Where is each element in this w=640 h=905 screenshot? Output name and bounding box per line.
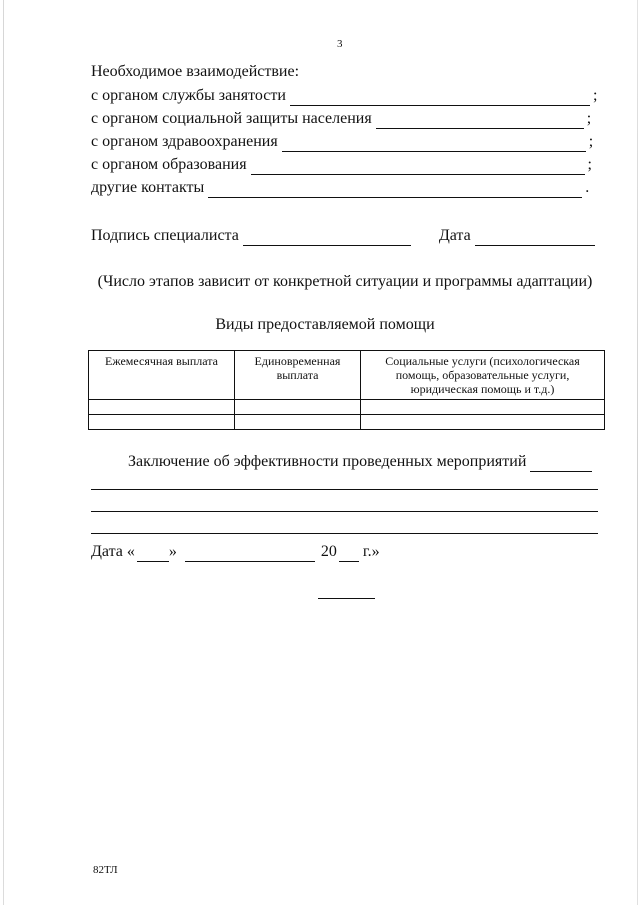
date-label: Дата: [438, 227, 471, 244]
column-monthly-payment: Ежемесячная выплата: [89, 351, 235, 400]
column-social-services: Социальные услуги (психологическая помощь, образовательные услуги, юридическая помощь и т.д.): [361, 351, 605, 400]
interaction-row-label: с органом образования: [91, 156, 247, 173]
interaction-row-social-protection: [91, 109, 591, 129]
fill-in-line[interactable]: [208, 181, 582, 198]
interaction-row-label: с органом здравоохранения: [91, 133, 278, 150]
table-row: [89, 400, 605, 415]
conclusion-blank-line[interactable]: [91, 489, 598, 490]
date-line[interactable]: [475, 229, 595, 246]
conclusion-label: Заключение об эффективности проведенных мероприятий: [128, 453, 527, 470]
table-cell[interactable]: [235, 400, 361, 415]
conclusion-line[interactable]: [530, 455, 592, 472]
fill-in-line[interactable]: [376, 112, 584, 129]
interaction-row-label: другие контакты: [91, 179, 205, 196]
row-end-punct: ;: [592, 87, 598, 104]
fill-in-line[interactable]: [282, 135, 586, 152]
table-cell[interactable]: [361, 400, 605, 415]
stages-note: (Число этапов зависит от конкретной ситуации и программы адаптации): [97, 273, 593, 290]
row-end-punct: ;: [587, 156, 592, 173]
interaction-row-healthcare: [91, 132, 593, 152]
final-date-row: [91, 542, 380, 562]
page-number: 3: [337, 38, 343, 50]
footer-code: 82ТЛ: [93, 864, 118, 876]
conclusion-blank-line[interactable]: [91, 533, 598, 534]
month-line[interactable]: [185, 545, 315, 562]
closing-divider: [318, 598, 375, 599]
column-one-time-payment: Единовременная выплата: [235, 351, 361, 400]
table-cell[interactable]: [361, 415, 605, 430]
aid-section-title: Виды предоставляемой помощи: [215, 316, 435, 333]
date-prefix: Дата «: [91, 543, 135, 560]
year-prefix: 20: [320, 543, 337, 560]
fill-in-line[interactable]: [251, 158, 585, 175]
signature-row: [91, 226, 595, 246]
fill-in-line[interactable]: [290, 89, 590, 106]
year-suffix: г.»: [362, 543, 380, 560]
signature-label: Подпись специалиста: [91, 227, 239, 244]
table-header-row: [89, 351, 605, 400]
table-cell[interactable]: [89, 415, 235, 430]
interaction-row-employment: [91, 86, 597, 106]
row-end-punct: ;: [588, 133, 594, 150]
table-row: [89, 415, 605, 430]
signature-line[interactable]: [243, 229, 411, 246]
row-end-punct: .: [585, 179, 590, 196]
date-quote-close: »: [168, 543, 177, 560]
table-cell[interactable]: [235, 415, 361, 430]
day-line[interactable]: [137, 545, 169, 562]
interaction-row-education: [91, 155, 592, 175]
scan-edge-right: [637, 0, 638, 905]
table-cell[interactable]: [89, 400, 235, 415]
year-line[interactable]: [339, 545, 359, 562]
interaction-row-other: [91, 178, 589, 198]
interaction-row-label: с органом социальной защиты населения: [91, 110, 372, 127]
row-end-punct: ;: [586, 110, 592, 127]
aid-types-table: [88, 350, 605, 430]
conclusion-blank-line[interactable]: [91, 511, 598, 512]
scan-edge-left: [3, 0, 4, 905]
interaction-heading: Необходимое взаимодействие:: [91, 63, 300, 80]
interaction-row-label: с органом службы занятости: [91, 87, 286, 104]
conclusion-row: [128, 452, 592, 472]
